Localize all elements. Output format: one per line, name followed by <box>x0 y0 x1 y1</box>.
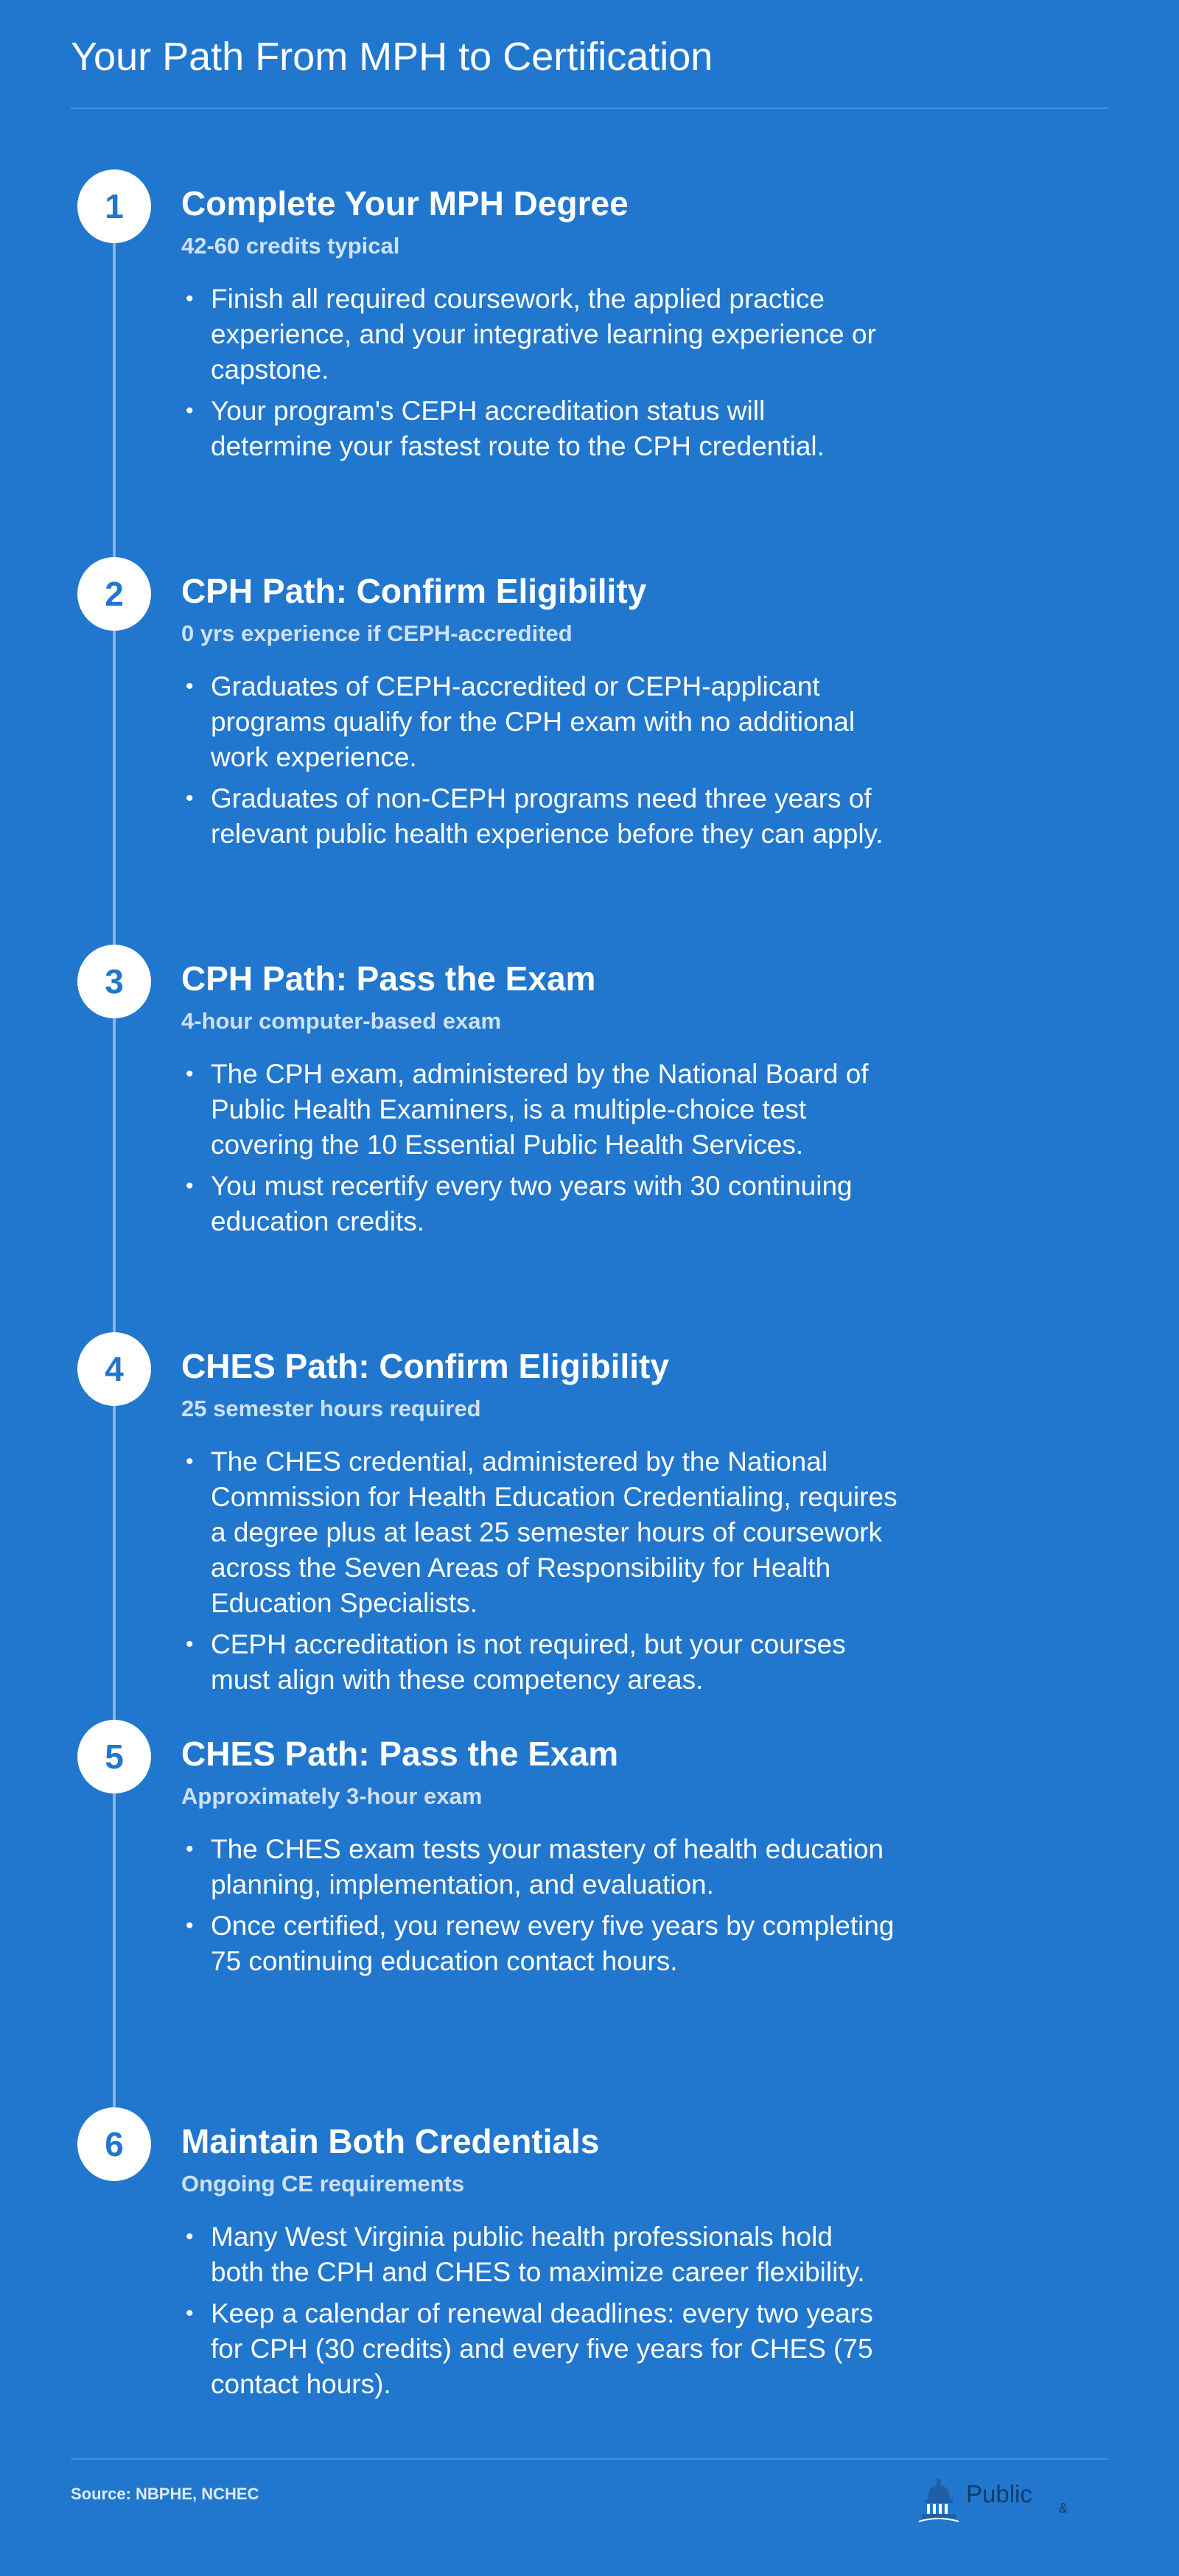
step-subtitle: Ongoing CE requirements <box>181 2171 465 2197</box>
bullet-dot-icon: • <box>186 399 194 423</box>
step-number-badge: 3 <box>77 945 151 1018</box>
step-title: CPH Path: Confirm Eligibility <box>181 572 647 610</box>
step-bullets <box>181 281 881 464</box>
step-number-badge: 5 <box>77 1720 151 1793</box>
header-divider <box>71 108 1108 109</box>
logo-ampersand: & <box>1059 2501 1068 2516</box>
bullet-item: • You must recertify every two years with 30 continuing education credits. <box>181 1169 881 1239</box>
step-number-badge: 2 <box>77 557 151 631</box>
bullet-dot-icon: • <box>186 1914 194 1938</box>
bullet-item: • Your program's CEPH accreditation status will determine your fastest route to the CPH credential. <box>181 393 881 464</box>
step-content <box>181 2121 889 2408</box>
bullet-item: • Finish all required coursework, the applied practice experience, and your integrative learning experience or capstone. <box>181 281 881 388</box>
step-bullets <box>181 2219 889 2402</box>
bullet-item: • Graduates of CEPH-accredited or CEPH-applicant programs qualify for the CPH exam with no additional work experience. <box>181 669 911 775</box>
timeline-line <box>113 203 116 2141</box>
step-number-badge: 6 <box>77 2107 151 2181</box>
bullet-dot-icon: • <box>186 1632 194 1656</box>
capitol-dome-icon <box>917 2477 960 2523</box>
bullet-item: • The CHES credential, administered by the National Commission for Health Education Credentialing, requires a degree plus at least 25 semester hours of coursework across the Seven Areas of Responsibility for Health Education Specialists. <box>181 1444 911 1621</box>
step-bullets <box>181 1444 911 1698</box>
step-title: CHES Path: Confirm Eligibility <box>181 1347 669 1385</box>
step-number-badge: 1 <box>77 169 151 243</box>
step-title: CPH Path: Pass the Exam <box>181 959 596 998</box>
bullet-dot-icon: • <box>186 1449 194 1474</box>
bullet-item: • CEPH accreditation is not required, but your courses must align with these competency areas. <box>181 1627 911 1698</box>
step-title: Complete Your MPH Degree <box>181 184 629 223</box>
step-title: CHES Path: Pass the Exam <box>181 1735 619 1773</box>
bullet-dot-icon: • <box>186 786 194 811</box>
bullet-item: • Once certified, you renew every five years by completing 75 continuing education contact hours. <box>181 1908 911 1979</box>
site-logo[interactable] <box>917 2474 1109 2526</box>
bullet-dot-icon: • <box>186 1837 194 1861</box>
step-content <box>181 570 911 858</box>
step-bullets <box>181 1057 881 1239</box>
step-content <box>181 1345 911 1704</box>
source-note: Source: NBPHE, NCHEC <box>71 2485 259 2503</box>
step-bullets <box>181 669 911 852</box>
bullet-item: • Keep a calendar of renewal deadlines: every two years for CPH (30 credits) and every five years for CHES (75 contact hours). <box>181 2296 889 2402</box>
bullet-dot-icon: • <box>186 2225 194 2249</box>
bullet-dot-icon: • <box>186 287 194 311</box>
step-content <box>181 1733 911 1985</box>
bullet-dot-icon: • <box>186 1174 194 1198</box>
bullet-dot-icon: • <box>186 1062 194 1086</box>
step-content <box>181 183 881 470</box>
page-title: Your Path From MPH to Certification <box>71 35 713 79</box>
footer-divider <box>71 2458 1108 2460</box>
logo-text: Public <box>966 2480 1032 2507</box>
step-subtitle: 42-60 credits typical <box>181 233 400 259</box>
step-content <box>181 958 881 1245</box>
step-number-badge: 4 <box>77 1332 151 1406</box>
step-subtitle: 4-hour computer-based exam <box>181 1008 502 1034</box>
step-bullets <box>181 1832 911 1979</box>
step-title: Maintain Both Credentials <box>181 2122 600 2160</box>
bullet-item: • The CHES exam tests your mastery of health education planning, implementation, and evaluation. <box>181 1832 911 1903</box>
bullet-item: • Many West Virginia public health professionals hold both the CPH and CHES to maximize career flexibility. <box>181 2219 889 2290</box>
bullet-dot-icon: • <box>186 674 194 699</box>
step-subtitle: Approximately 3-hour exam <box>181 1783 483 1809</box>
bullet-item: • The CPH exam, administered by the National Board of Public Health Examiners, is a multiple-choice test covering the 10 Essential Public Health Services. <box>181 1057 881 1163</box>
step-subtitle: 25 semester hours required <box>181 1396 481 1421</box>
bullet-dot-icon: • <box>186 2301 194 2325</box>
bullet-item: • Graduates of non-CEPH programs need three years of relevant public health experience before they can apply. <box>181 781 911 852</box>
step-subtitle: 0 yrs experience if CEPH-accredited <box>181 620 573 646</box>
